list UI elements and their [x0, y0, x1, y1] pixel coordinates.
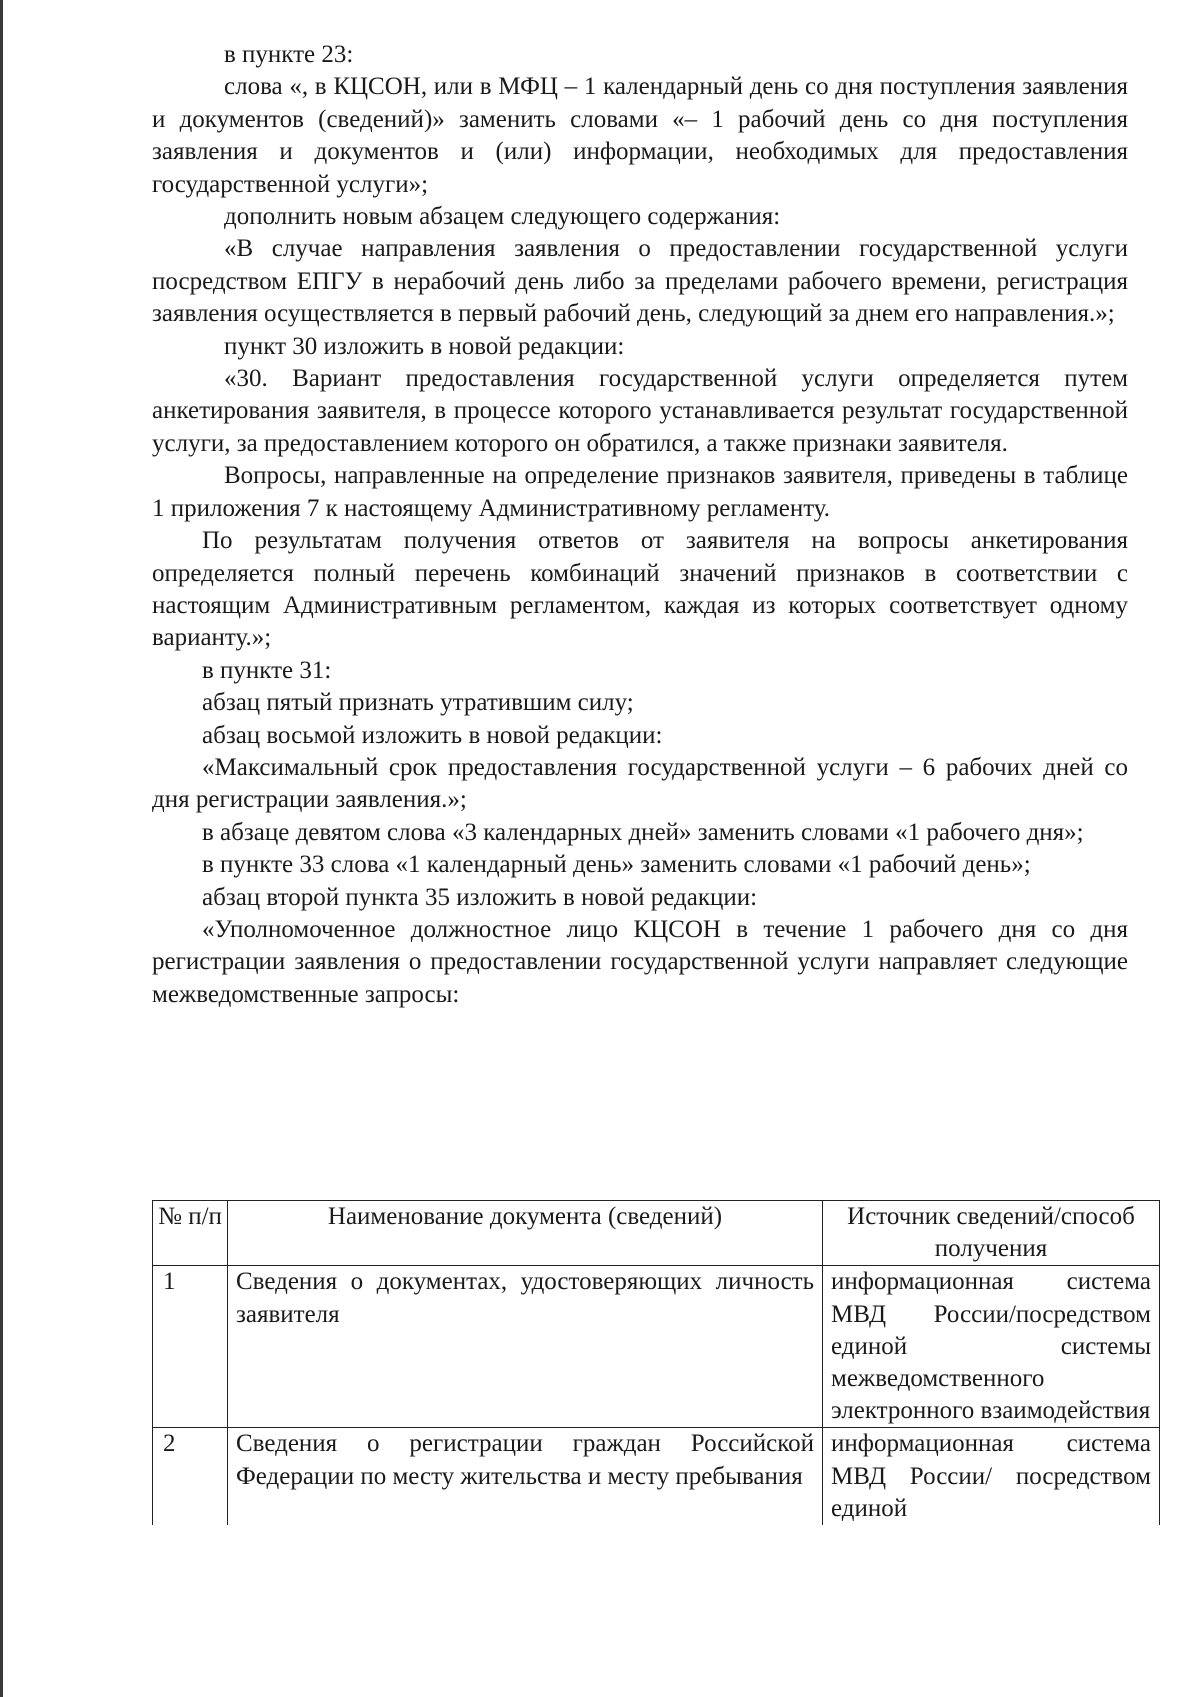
- table-row: [153, 1428, 1160, 1525]
- table-header-row: [153, 1201, 1160, 1266]
- paragraph: пункт 30 изложить в новой редакции:: [224, 332, 625, 360]
- row-number: 2: [153, 1428, 228, 1525]
- table-row: [153, 1266, 1160, 1428]
- paragraph: «30. Вариант предоставления государственной услуги определяется путем анкетирования заявителя, в процессе которого устанавливается результат государственной услуги, за предоставлением которого он обратился, а также признаки заявителя.: [152, 365, 1128, 457]
- paragraph: абзац второй пункта 35 изложить в новой редакции:: [202, 883, 758, 911]
- paragraph: в абзаце девятом слова «3 календарных дней» заменить словами «1 рабочего дня»;: [202, 818, 1084, 846]
- paragraph: в пункте 31:: [202, 656, 332, 684]
- paragraph: дополнить новым абзацем следующего содержания:: [224, 203, 781, 231]
- row-document-name: Сведения о регистрации граждан Российской Федерации по месту жительства и месту пребывания: [228, 1428, 823, 1525]
- header-document-name: Наименование документа (сведений): [228, 1201, 823, 1266]
- paragraph: абзац восьмой изложить в новой редакции:: [202, 721, 663, 749]
- row-source: информационная система МВД России/ посредством единой: [823, 1428, 1160, 1525]
- amendment-text: [152, 39, 1128, 1011]
- paragraph: абзац пятый признать утратившим силу;: [202, 689, 634, 717]
- row-source: информационная система МВД России/посредством единой системы межведомственного электронного взаимодействия: [823, 1266, 1160, 1428]
- row-number: 1: [153, 1266, 228, 1428]
- paragraph: в пункте 33 слова «1 календарный день» заменить словами «1 рабочий день»;: [202, 851, 1031, 879]
- interagency-requests-table: [152, 1200, 1160, 1525]
- paragraph: в пункте 23:: [224, 41, 354, 68]
- paragraph: Вопросы, направленные на определение признаков заявителя, приведены в таблице 1 приложения 7 к настоящему Административному регламенту.: [152, 462, 1128, 522]
- header-number: № п/п: [153, 1201, 228, 1266]
- paragraph: «Максимальный срок предоставления государственной услуги – 6 рабочих дней со дня регистрации заявления.»;: [152, 753, 1128, 814]
- paragraph: «В случае направления заявления о предоставлении государственной услуги посредством ЕПГУ в нерабочий день либо за пределами рабочего времени, регистрация заявления осуществляется в первый рабочий день, следующий за днем его направления.»;: [152, 235, 1128, 328]
- paragraph: «Уполномоченное должностное лицо КЦСОН в течение 1 рабочего дня со дня регистрации заявления о предоставлении государственной услуги направляет следующие межведомственные запросы:: [152, 915, 1128, 1008]
- scan-edge-line: [0, 0, 3, 1697]
- paragraph: По результатам получения ответов от заявителя на вопросы анкетирования определяется полный перечень комбинаций значений признаков в соответствии с настоящим Административным регламентом, каждая из которых соответствует одному варианту.»;: [152, 527, 1128, 652]
- row-document-name: Сведения о документах, удостоверяющих личность заявителя: [228, 1266, 823, 1428]
- header-source: Источник сведений/способ получения: [823, 1201, 1160, 1266]
- paragraph: слова «, в КЦСОН, или в МФЦ – 1 календарный день со дня поступления заявления и документов (сведений)» заменить словами «– 1 рабочий день со дня поступления заявления и документов и (или) информации, необходимых для предоставления государственной услуги»;: [152, 73, 1128, 198]
